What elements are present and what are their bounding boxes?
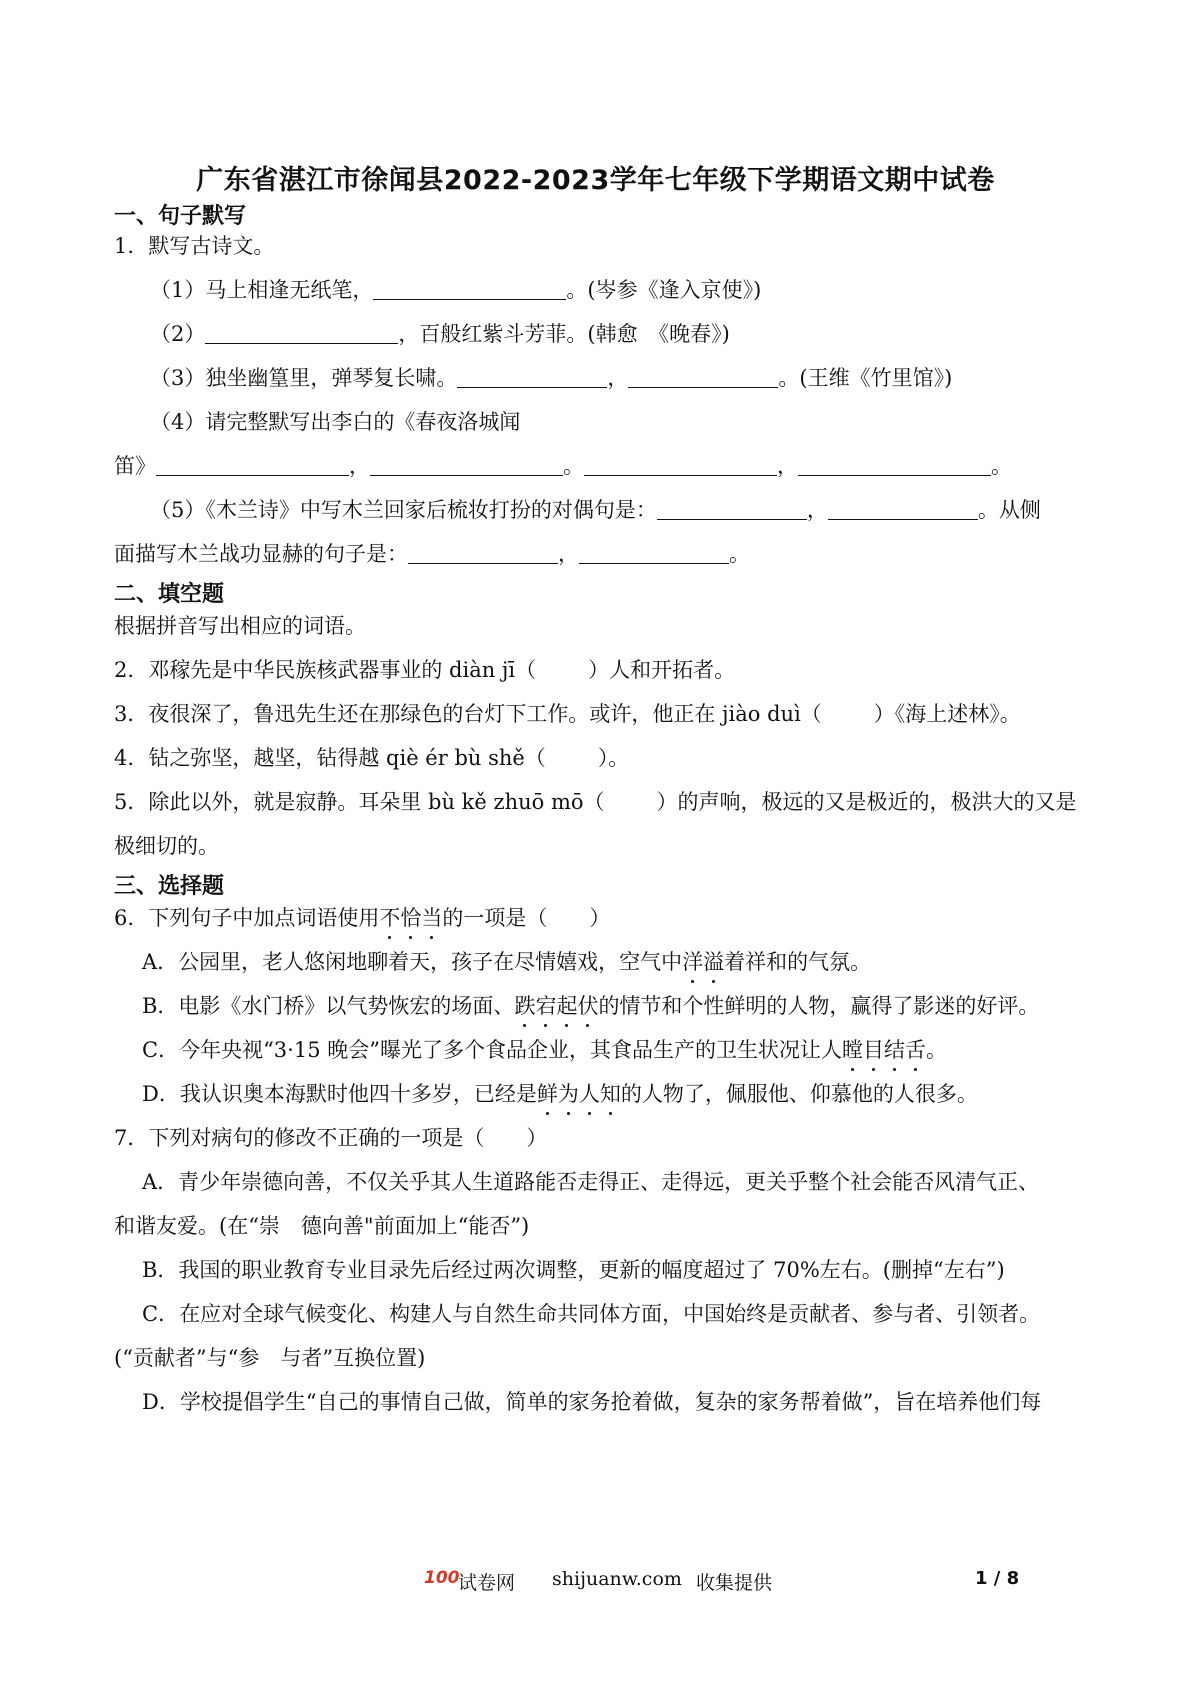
question-6-option-b[interactable]: B．电影《水门桥》以气势恢宏的场面、跌宕起伏的情节和个性鲜明的人物，赢得了影迷的好评。 [142,991,1080,1021]
answer-blank[interactable] [205,321,398,344]
question-7-option-a-continued: 和谐友爱。(在“崇 德向善"前面加上“能否”) [114,1214,530,1238]
section-heading-1: 一、句子默写 [114,204,247,229]
answer-blank[interactable] [373,277,566,300]
question-7-stem: 7．下列对病句的修改不正确的一项是（ ） [114,1126,548,1150]
question-7-option-c-continued: (“贡献者”与“参 与者”互换位置) [114,1346,426,1370]
answer-blank[interactable] [457,365,607,388]
dotted-char: 恰 [400,903,421,933]
dotted-char: 目 [863,1035,884,1065]
site-name: 试卷网 [458,1572,516,1594]
section-heading-3: 三、选择题 [114,874,225,899]
question-1-part-4: （4）请完整默写出李白的《春夜洛城闻 [150,410,521,434]
page-title: 广东省湛江市徐闻县2022-2023学年七年级下学期语文期中试卷 [196,165,995,196]
question-6-option-c[interactable]: C．今年央视“3·15 晚会”曝光了多个食品企业，其食品生产的卫生状况让人瞠目结舌。 [142,1035,1080,1065]
dotted-char: 人 [579,1079,600,1109]
question-4: 4．钻之弥坚，越坚，钻得越 qiè ér bù shě（ ）。 [114,746,630,770]
answer-blank[interactable] [156,453,349,476]
answer-blank[interactable] [370,453,563,476]
dotted-char: 宕 [535,991,556,1021]
provider-note: 收集提供 [696,1572,773,1594]
dotted-char: 洋 [682,947,703,977]
dotted-char: 跌 [514,991,535,1021]
question-1-part-5: （5）《木兰诗》中写木兰回家后梳妆打扮的对偶句是： ， 。从侧 [150,498,1041,522]
dotted-char: 起 [556,991,577,1021]
question-7-option-b[interactable]: B．我国的职业教育专业目录先后经过两次调整，更新的幅度超过了 70%左右。(删掉“左右”) [142,1258,1005,1282]
answer-blank[interactable] [628,365,778,388]
fill-intro: 根据拼音写出相应的词语。 [114,614,366,638]
question-1-part-5-continued: 面描写木兰战功显赫的句子是： ， 。 [114,542,750,566]
site-url[interactable]: shijuanw.com [552,1568,682,1590]
dotted-char: 瞠 [842,1035,863,1065]
question-7-option-a[interactable]: A．青少年崇德向善，不仅关乎其人生道路能否走得正、走得远，更关乎整个社会能否风清气正、 [142,1170,1040,1194]
answer-blank[interactable] [584,453,777,476]
dotted-char: 知 [600,1079,621,1109]
question-3: 3．夜很深了，鲁迅先生还在那绿色的台灯下工作。或许，他正在 jiào duì（ ）《海上述林》。 [114,702,1021,726]
question-6-option-d[interactable]: D．我认识奥本海默时他四十多岁，已经是鲜为人知的人物了，佩服他、仰慕他的人很多。 [142,1079,1080,1109]
site-logo-icon: 100 [424,1568,460,1588]
question-6-stem: 6．下列句子中加点词语使用不恰当的一项是（ ） [114,903,1079,933]
answer-blank[interactable] [408,541,558,564]
answer-blank[interactable] [579,541,729,564]
question-6-option-a[interactable]: A．公园里，老人悠闲地聊着天，孩子在尽情嬉戏，空气中洋溢着祥和的气氛。 [142,947,1080,977]
question-1-part-1: （1）马上相逢无纸笔， 。(岑参《逢入京使》) [150,278,762,302]
dotted-char: 为 [558,1079,579,1109]
page-footer [0,1568,1191,1598]
question-1-stem: 1．默写古诗文。 [114,234,275,258]
question-1-part-3: （3）独坐幽篁里，弹琴复长啸。 ， 。(王维《竹里馆》) [150,366,953,390]
question-7-option-c[interactable]: C．在应对全球气候变化、构建人与自然生命共同体方面，中国始终是贡献者、参与者、引领者。 [142,1302,1041,1326]
question-7-option-d[interactable]: D．学校提倡学生“自己的事情自己做，简单的家务抢着做，复杂的家务帮着做”，旨在培养他们每 [142,1390,1042,1414]
question-5: 5．除此以外，就是寂静。耳朵里 bù kě zhuō mō（ ）的声响，极远的又是极近的，极洪大的又是 [114,790,1077,814]
question-1-part-2: （2） ，百般红紫斗芳菲。(韩愈 《晚春》) [150,322,730,346]
page-number: 1 / 8 [975,1568,1020,1589]
dotted-char: 不 [379,903,400,933]
question-5-continued: 极细切的。 [114,834,219,858]
question-2: 2．邓稼先是中华民族核武器事业的 diàn jī（ ）人和开拓者。 [114,658,736,682]
dotted-char: 结 [884,1035,905,1065]
dotted-char: 溢 [703,947,724,977]
section-heading-2: 二、填空题 [114,582,225,607]
dotted-char: 当 [421,903,442,933]
dotted-char: 舌 [905,1035,926,1065]
question-1-part-4-continued: 笛》 ， 。 ， 。 [114,454,1012,478]
answer-blank[interactable] [798,453,991,476]
dotted-char: 伏 [577,991,598,1021]
answer-blank[interactable] [828,497,978,520]
answer-blank[interactable] [657,497,807,520]
dotted-char: 鲜 [537,1079,558,1109]
